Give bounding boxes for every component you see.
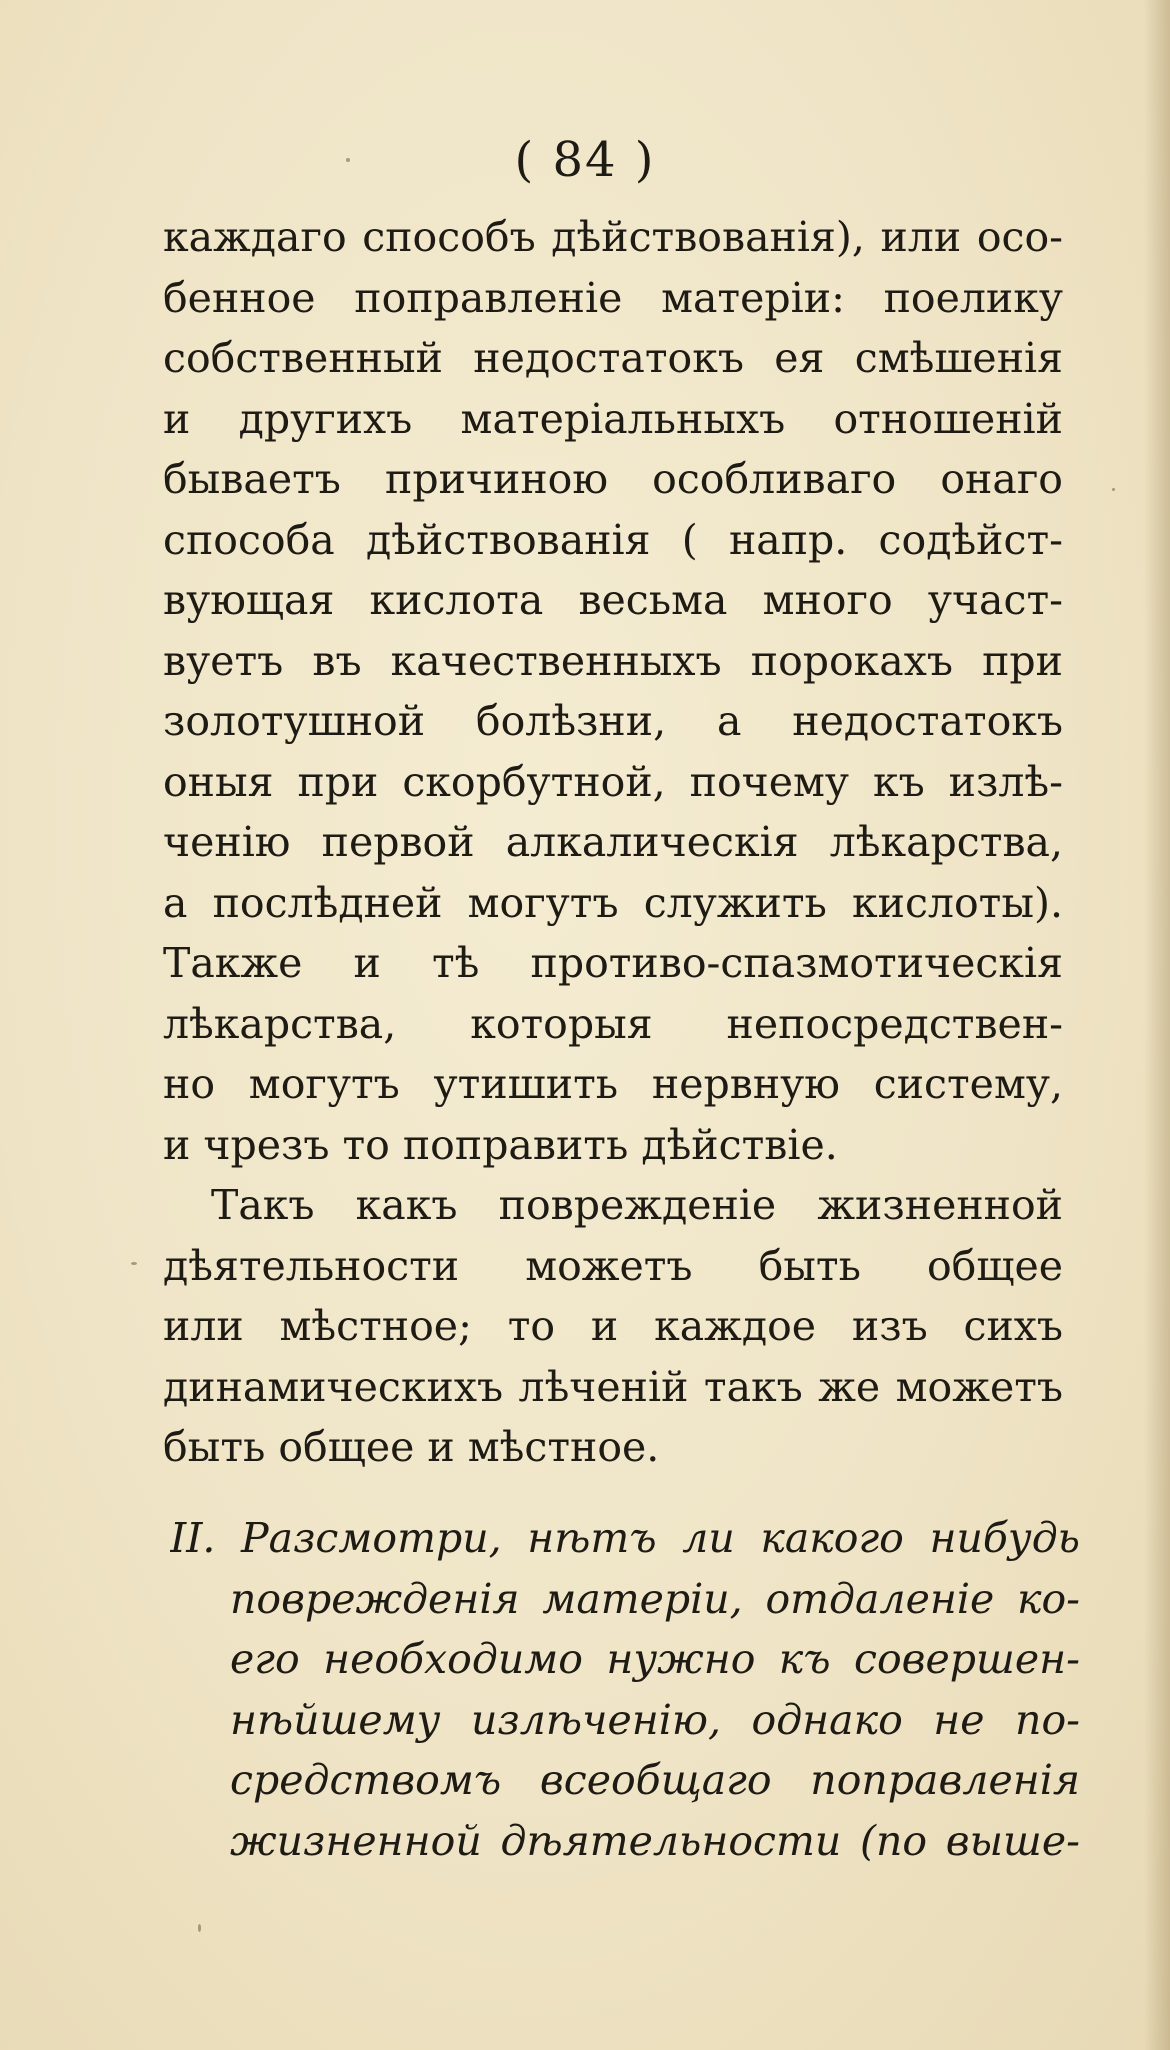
text-line: или мѣстное; то и каждое изъ сихъ <box>163 1302 1063 1350</box>
text-line: жизненной дѣятельности (по выше- <box>230 1816 1080 1865</box>
text-line: вующая кислота весьма много участ- <box>163 576 1063 624</box>
text-line: и чрезъ то поправить дѣйствіе. <box>163 1120 838 1169</box>
text-line: его необходимо нужно къ совершен- <box>230 1635 1080 1683</box>
text-line: динамическихъ лѣченій такъ же можетъ <box>163 1362 1063 1411</box>
text-line: а послѣдней могутъ служить кислоты). <box>163 878 1063 927</box>
text-line: вуетъ въ качественныхъ порокахъ при <box>163 636 1063 685</box>
section-heading-line: II. Разсмотри, нѣтъ ли какого нибудь <box>170 1514 1080 1562</box>
text-line: бенное поправленіе матеріи: поелику <box>163 273 1063 322</box>
text-line: быть общее и мѣстное. <box>163 1423 660 1471</box>
paragraph-1 <box>163 207 1063 1478</box>
page-edge-shadow <box>1144 0 1170 2050</box>
text-line: собственный недостатокъ ея смѣшенія <box>163 334 1063 382</box>
text-line: способа дѣйствованія ( напр. содѣйст- <box>163 515 1063 564</box>
text-line: золотушной болѣзни, а недостатокъ <box>163 697 1063 745</box>
text-line: оныя при скорбутной, почему къ излѣ- <box>163 757 1063 806</box>
text-line: нѣйшему излѣченію, однако не по- <box>230 1695 1080 1744</box>
text-line: поврежденія матеріи, отдаленіе ко- <box>230 1574 1080 1623</box>
text-line: бываетъ причиною особливаго онаго <box>163 455 1063 503</box>
paper-speck <box>1112 488 1115 491</box>
text-line: Также и тѣ противо-спазмотическія <box>163 939 1063 987</box>
text-line: лѣкарства, которыя непосредствен- <box>163 999 1063 1048</box>
text-line: средствомъ всеобщаго поправленія <box>230 1756 1080 1804</box>
paper-speck <box>198 1924 201 1932</box>
text-line: каждаго способъ дѣйствованія), или осо- <box>163 213 1063 261</box>
text-line: и другихъ матеріальныхъ отношеній <box>163 394 1063 443</box>
text-line: но могутъ утишить нервную систему, <box>163 1060 1063 1108</box>
text-line: дѣятельности можетъ быть общее <box>163 1241 1063 1290</box>
paper-speck <box>131 1262 137 1265</box>
section-ii <box>170 1508 1080 1871</box>
text-line: ченію первой алкалическія лѣкарства, <box>163 818 1063 866</box>
paper-speck <box>346 158 350 162</box>
page-number: ( 84 ) <box>514 132 656 188</box>
text-line: Такъ какъ поврежденіе жизненной <box>211 1181 1063 1229</box>
